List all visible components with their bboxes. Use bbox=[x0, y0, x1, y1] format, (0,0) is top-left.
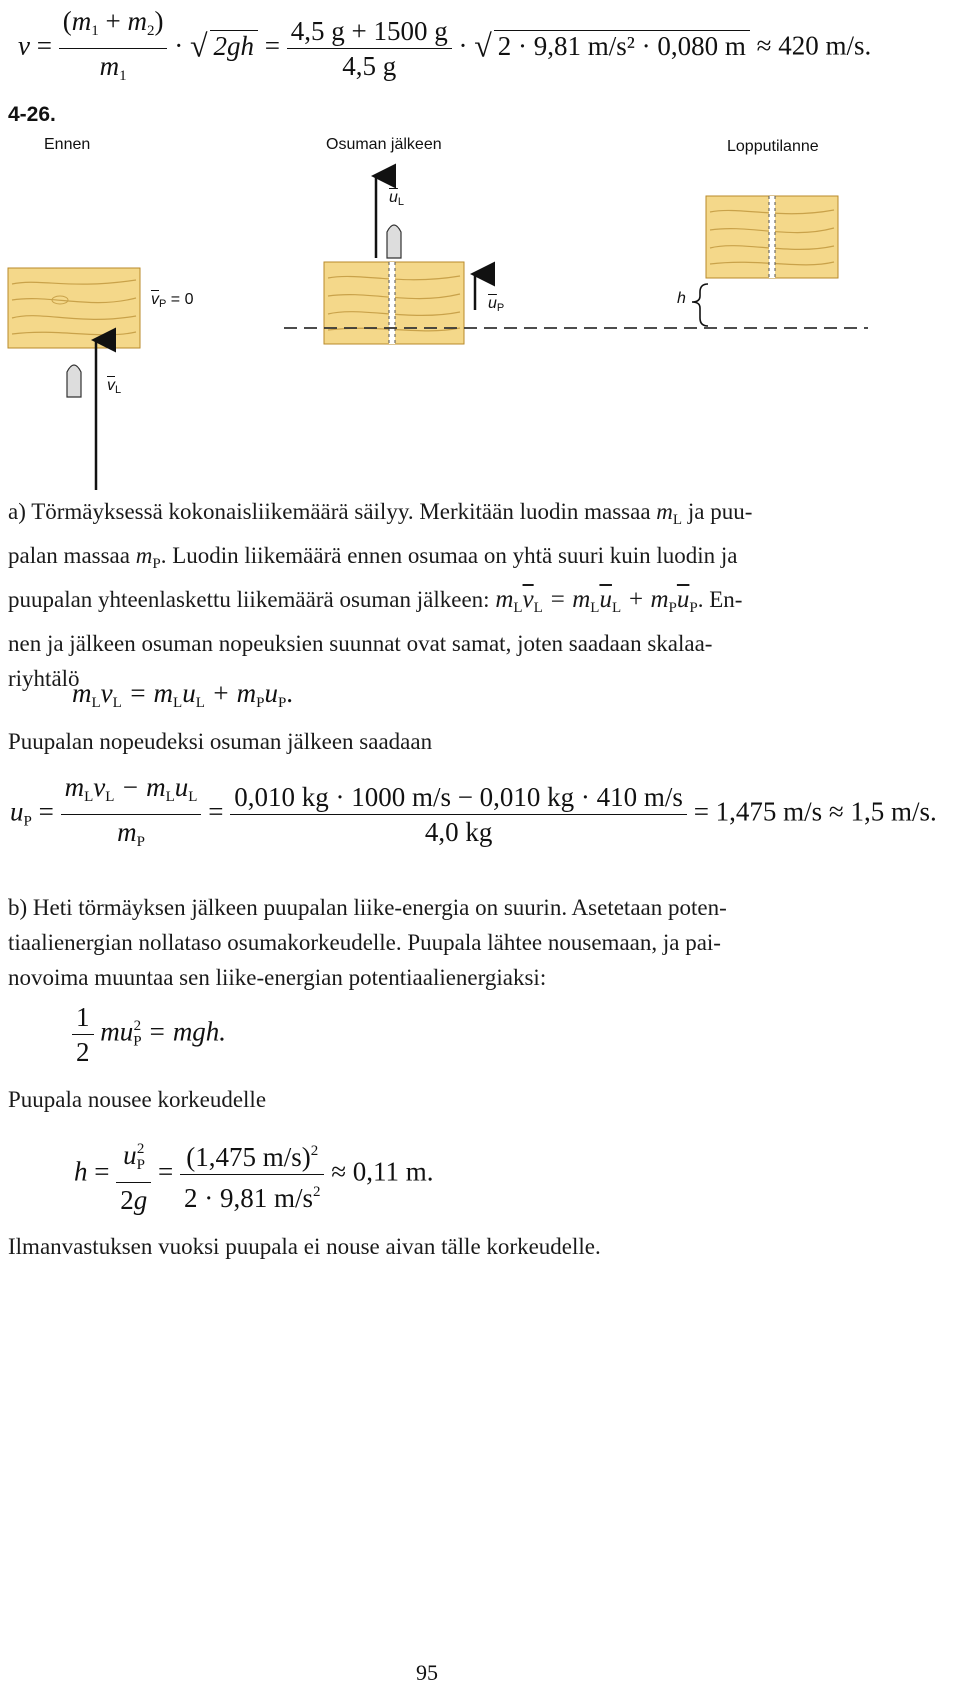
label-before: Ennen bbox=[44, 136, 91, 153]
momentum-equation: $m_Lv_L = m_Lu_L + m_Pu_P$. bbox=[72, 678, 294, 711]
label-v-P: $\overline{v}P = 0$ bbox=[151, 291, 194, 310]
top-eq-fraction-2: $\frac{4,5 g + 1500 g}{4,5 g}$ bbox=[287, 14, 452, 83]
uP-equation: $u_P$ = $\frac{m_Lv_L - m_Lu_L}{m_P}$ = $\frac{0,010 kg \cdot 1000 m/s - 0,010 kg \cdot 410 m/s}{4,0 kg}$ = 1,475 m/s ≈ 1,5 m/s. bbox=[10, 772, 937, 850]
top-eq-radical-2: 2 · 9,81 m/s² · 0,080 m bbox=[494, 30, 750, 62]
wood-block-after-hit bbox=[324, 262, 464, 344]
label-after-hit: Osuman jälkeen bbox=[326, 136, 442, 153]
energy-equation: $\frac{1}{2}$ $mu_P^2$ = mgh. bbox=[72, 1000, 226, 1069]
height-equation: h = $\frac{u_P^2}{2g}$ = $\frac{(1,475 m/s)^2}{2 \cdot 9,81 m/s^2}$ ≈ 0,11 m. bbox=[74, 1132, 434, 1217]
bullet-after-hit bbox=[387, 225, 401, 258]
speed-intro: Puupalan nopeudeksi osuman jälkeen saadaan bbox=[8, 729, 433, 754]
h-brace bbox=[692, 284, 708, 326]
label-u-L: $\overline{u}_L$ bbox=[389, 189, 405, 208]
label-v-L: $\overline{v}L$ bbox=[107, 377, 122, 396]
part-b-paragraph: b) Heti törmäyksen jälkeen puupalan liike-energia on suurin. Asetetaan poten- tiaalienergian nollataso osumakorkeudelle. Puupala lähtee nousemaan, ja pai- novoima muuntaa sen liike-energian potentiaalienergiaksi: bbox=[8, 895, 727, 990]
top-eq-result: ≈ 420 m/s. bbox=[756, 30, 872, 61]
label-u-P: $\overline{u}P$ bbox=[488, 295, 505, 314]
bullet-before bbox=[67, 365, 81, 397]
top-eq-fraction-1: $\frac{(m_1 + m_2)}{m_1}$ bbox=[59, 4, 168, 93]
problem-number: 4-26. bbox=[8, 103, 56, 126]
part-a-paragraph: a) Törmäyksessä kokonaisliikemäärä säilyy. Merkitään luodin massaa $m_L$ ja puu- palan massaa $m_P$. Luodin liikemäärä ennen osumaa on yhtä suuri kuin luodin ja puupalan yhteenlaskettu liikemäärä osuman jälkeen: $m_L\overline{v}_L = m_L\overline{u}_L + m_P\overline{u}_P$. En- nen ja jälkeen osuman nopeuksien suunnat ovat samat, joten saadaan skalaa- riyhtälö bbox=[8, 499, 753, 691]
top-equation: v = $\frac{(m_1 + m_2)}{m_1}$ · √ 2gh = $\frac{4,5 g + 1500 g}{4,5 g}$ · √ 2 · 9,81 m/s² · 0,080 m ≈ 420 m/s. bbox=[18, 4, 871, 93]
collision-diagram bbox=[0, 150, 960, 495]
label-final: Lopputilanne bbox=[727, 138, 819, 155]
top-eq-radical-1: 2gh bbox=[210, 30, 259, 62]
wood-block-final bbox=[706, 196, 838, 278]
label-h: h bbox=[677, 290, 686, 307]
closing-sentence: Ilmanvastuksen vuoksi puupala ei nouse aivan tälle korkeudelle. bbox=[8, 1234, 601, 1259]
page-number: 95 bbox=[416, 1660, 438, 1685]
wood-block-before bbox=[8, 268, 140, 348]
height-intro: Puupala nousee korkeudelle bbox=[8, 1087, 267, 1112]
